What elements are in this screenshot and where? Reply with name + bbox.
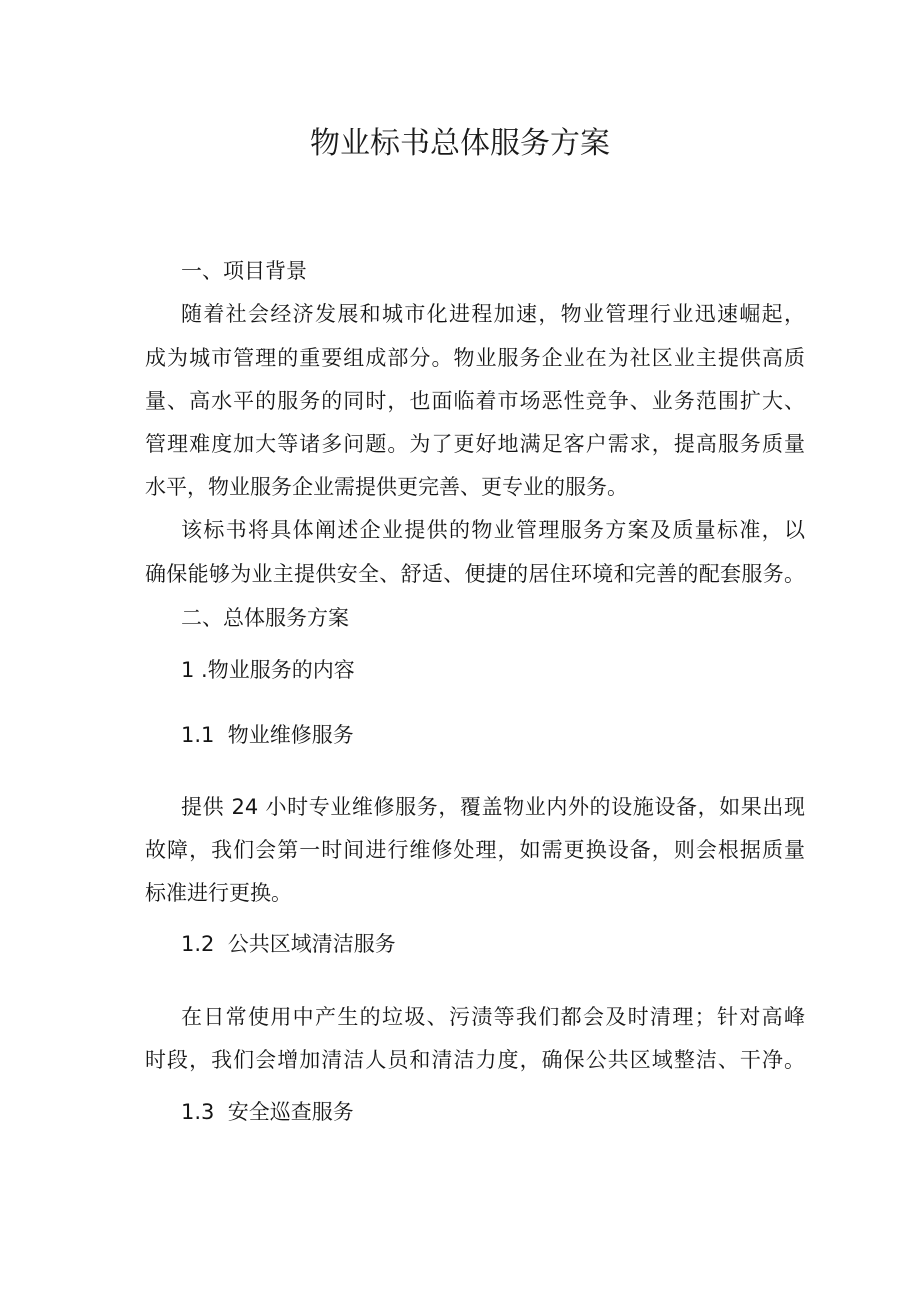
subsection-heading: 1 .物业服务的内容 bbox=[181, 658, 355, 682]
paragraph-line: 提供 24 小时专业维修服务，覆盖物业内外的设施设备，如果出现 bbox=[181, 795, 805, 819]
paragraph-line: 确保能够为业主提供安全、舒适、便捷的居住环境和完善的配套服务。 bbox=[145, 562, 805, 586]
paragraph-line: 水平，物业服务企业需提供更完善、更专业的服务。 bbox=[145, 475, 628, 499]
paragraph-line: 该标书将具体阐述企业提供的物业管理服务方案及质量标准，以 bbox=[181, 518, 805, 542]
section-heading: 二、总体服务方案 bbox=[181, 606, 349, 630]
paragraph-line: 故障，我们会第一时间进行维修处理，如需更换设备，则会根据质量 bbox=[145, 838, 805, 862]
paragraph-line: 在日常使用中产生的垃圾、污渍等我们都会及时清理；针对高峰 bbox=[181, 1005, 805, 1029]
subsection-heading: 1.3 安全巡查服务 bbox=[181, 1100, 354, 1124]
paragraph-line: 成为城市管理的重要组成部分。物业服务企业在为社区业主提供高质 bbox=[145, 346, 805, 370]
paragraph-line: 随着社会经济发展和城市化进程加速，物业管理行业迅速崛起， bbox=[181, 302, 805, 326]
subsection-heading: 1.2 公共区域清洁服务 bbox=[181, 932, 396, 956]
paragraph-line: 管理难度加大等诸多问题。为了更好地满足客户需求，提高服务质量 bbox=[145, 432, 805, 456]
document-title: 物业标书总体服务方案 bbox=[310, 126, 610, 161]
subsection-heading: 1.1 物业维修服务 bbox=[181, 723, 354, 747]
paragraph-line: 时段，我们会增加清洁人员和清洁力度，确保公共区域整洁、干净。 bbox=[145, 1048, 805, 1072]
section-heading: 一、项目背景 bbox=[181, 259, 307, 283]
paragraph-line: 标准进行更换。 bbox=[145, 881, 292, 905]
paragraph-line: 量、高水平的服务的同时，也面临着市场恶性竞争、业务范围扩大、 bbox=[145, 389, 805, 413]
